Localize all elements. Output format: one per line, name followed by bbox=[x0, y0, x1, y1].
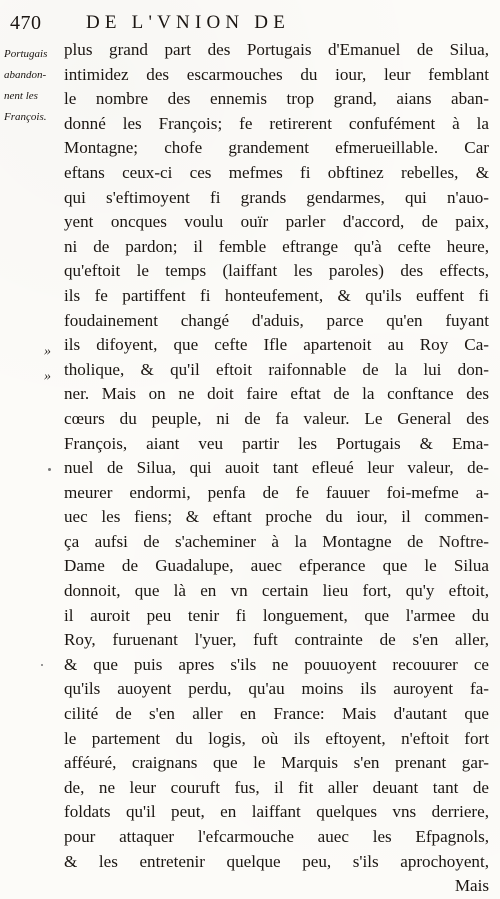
text-line: cœurs du peuple, ni de fa valeur. Le General des bbox=[64, 408, 489, 428]
text-line: meurer endormi, penfa de fe fauuer foi-mefme a- bbox=[64, 482, 489, 502]
running-title: DE L'VNION DE bbox=[86, 12, 290, 33]
text-line: le partement du logis, où ils eftoyent, n'eftoit fort bbox=[64, 728, 489, 748]
text-line: yent oncques voulu ouïr parler d'accord, de paix, bbox=[64, 212, 489, 232]
text-line: nuel de Silua, qui auoit tant efleué leur valeur, de- bbox=[64, 458, 489, 478]
quotation-mark: » bbox=[44, 368, 51, 384]
page-header bbox=[0, 12, 500, 38]
text-line: foldats qu'il peut, en laiffant quelques vns derriere, bbox=[64, 802, 489, 822]
catchword: Mais bbox=[454, 876, 489, 896]
margin-note-line: abandon- bbox=[4, 69, 47, 81]
text-line: donnoit, que là en vn certain lieu fort, qu'y eftoit, bbox=[64, 581, 489, 601]
text-line: ni de pardon; il femble eftrange qu'à cefte heure, bbox=[64, 236, 489, 256]
text-line: ner. Mais on ne doit faire eftat de la conftance des bbox=[64, 384, 489, 404]
margin-note-line: François. bbox=[4, 111, 47, 123]
margin-note-line: nent les bbox=[4, 90, 38, 102]
margin-note-line: Portugais bbox=[4, 48, 48, 60]
text-line: uec les fiens; & eftant proche du iour, il commen- bbox=[64, 507, 489, 527]
ink-speck bbox=[48, 468, 51, 471]
text-line: cilité de s'en aller en France: Mais d'autant que bbox=[64, 704, 489, 724]
text-line: qu'eftoit le temps (laiffant les paroles) des effects, bbox=[64, 261, 489, 281]
text-line: il auroit peu tenir fi longuement, que l'armee du bbox=[64, 605, 489, 625]
text-line: le nombre des ennemis trop grand, aians aban- bbox=[64, 89, 489, 109]
text-line: Dame de Guadalupe, auec efperance que le Silua bbox=[64, 556, 489, 576]
text-line: intimidez des escarmouches du iour, leur femblant bbox=[64, 64, 489, 84]
text-line: foudainement changé d'aduis, parce qu'en fuyant bbox=[64, 310, 489, 330]
page-number: 470 bbox=[10, 12, 42, 34]
text-line: de, ne leur couruft fus, il fit aller deuant tant de bbox=[64, 777, 489, 797]
ink-speck bbox=[41, 664, 43, 666]
body-text bbox=[64, 38, 489, 899]
text-line: ça aufsi de s'acheminer à la Montagne de Noftre- bbox=[64, 531, 489, 551]
text-line: Roy, furuenant l'yuer, fuft contrainte de s'en aller, bbox=[64, 630, 489, 650]
text-line: qu'ils auoyent perdu, qu'au moins ils auroyent fa- bbox=[64, 679, 489, 699]
text-line: donné les François; fe retirerent confufément à la bbox=[64, 113, 489, 133]
text-line: pour attaquer l'efcarmouche auec les Efpagnols, bbox=[64, 827, 489, 846]
text-line: eftans ceux-ci ces mefmes fi obftinez rebelles, & bbox=[64, 162, 489, 182]
text-line: qui s'eftimoyent fi grands gendarmes, qui n'auo- bbox=[64, 187, 489, 207]
text-line: ils fe partiffent fi honteufement, & qu'ils euffent fi bbox=[64, 285, 489, 305]
text-line: afféuré, craignans que le Marquis s'en prenant gar- bbox=[64, 753, 489, 773]
text-line: & les entretenir quelque peu, s'ils aprochoyent, bbox=[64, 851, 489, 871]
text-line: François, aiant veu partir les Portugais & Ema- bbox=[64, 433, 489, 453]
text-line: & que puis apres s'ils ne pouuoyent recouurer ce bbox=[64, 654, 489, 674]
margin-note bbox=[4, 44, 60, 128]
text-line: plus grand part des Portugais d'Emanuel de Silua, bbox=[64, 40, 489, 59]
text-line: ils difoyent, que cefte Ifle apartenoit au Roy Ca- bbox=[64, 335, 489, 355]
quotation-mark: » bbox=[44, 344, 51, 359]
text-line: tholique, & qu'il eftoit raifonnable de la lui don- bbox=[64, 359, 489, 379]
text-line: Montagne; chofe grandement efmerueillable. Car bbox=[64, 138, 489, 158]
